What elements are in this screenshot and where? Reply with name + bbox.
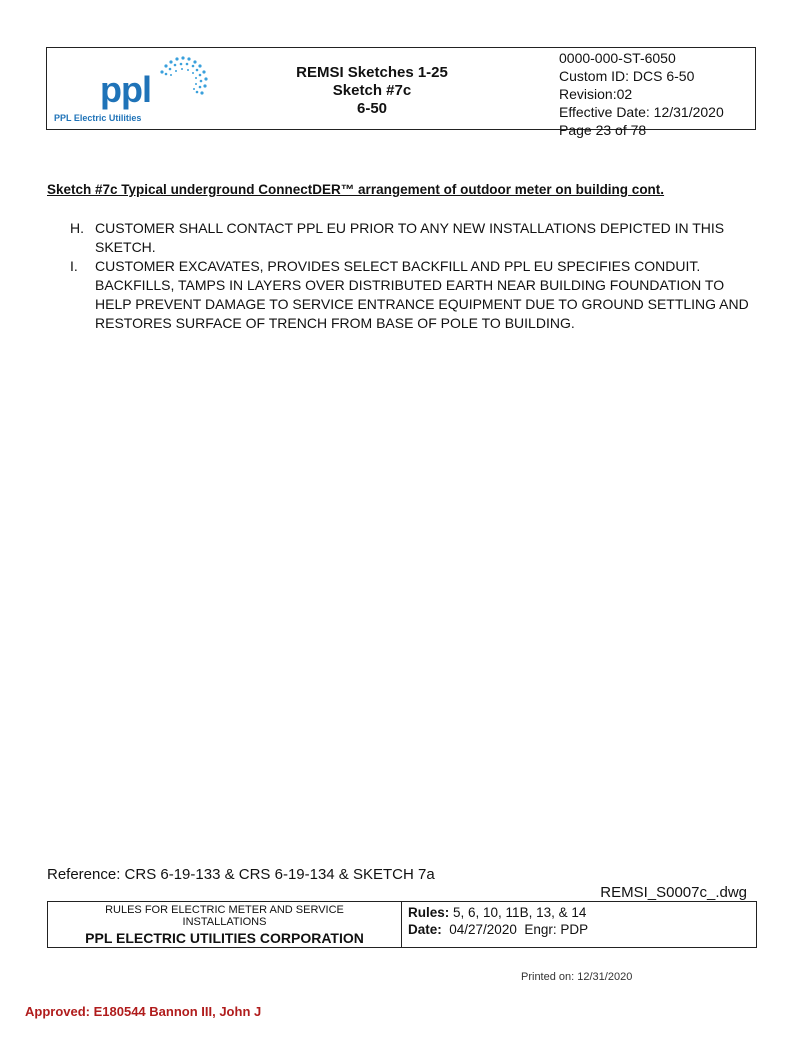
printed-on: Printed on: 12/31/2020	[521, 971, 633, 983]
date-value: 04/27/2020 Engr: PDP	[441, 922, 589, 937]
title-line: Sketch #7c	[332, 82, 412, 99]
notes-list	[70, 219, 760, 333]
footer-corporation: PPL ELECTRIC UTILITIES CORPORATION	[85, 930, 364, 946]
title-line: 6-50	[356, 100, 388, 117]
note-text: CUSTOMER SHALL CONTACT PPL EU PRIOR TO ANY NEW INSTALLATIONS DEPICTED IN THIS SKETCH.	[95, 220, 725, 255]
document-meta	[559, 49, 724, 139]
footer-date	[408, 921, 588, 938]
custom-id: Custom ID: DCS 6-50	[559, 68, 695, 84]
approval-stamp: Approved: E180544 Bannon III, John J	[25, 1004, 262, 1019]
effective-date: Effective Date: 12/31/2020	[559, 104, 724, 120]
footer-rules-title	[48, 902, 402, 947]
logo-subtitle: PPL Electric Utilities	[54, 113, 142, 123]
date-label: Date:	[408, 922, 442, 937]
footer-title-line: INSTALLATIONS	[182, 916, 267, 928]
page-number: Page 23 of 78	[559, 122, 647, 138]
note-item	[70, 257, 760, 333]
note-letter: H.	[70, 220, 84, 236]
rules-value: 5, 6, 10, 11B, 13, & 14	[449, 905, 587, 920]
ppl-logo	[47, 48, 237, 129]
section-heading: Sketch #7c Typical underground ConnectDER™ arrangement of outdoor meter on building cont.	[47, 182, 665, 197]
rules-label: Rules:	[408, 905, 450, 920]
drawing-filename: REMSI_S0007c_.dwg	[600, 884, 747, 901]
document-header	[46, 47, 756, 138]
footer-rules-info	[408, 904, 588, 938]
title-line: REMSI Sketches 1-25	[296, 64, 448, 81]
revision: Revision:02	[559, 86, 633, 102]
logo-wordmark: ppl	[100, 69, 151, 110]
document-title	[247, 64, 497, 118]
note-text: CUSTOMER EXCAVATES, PROVIDES SELECT BACKFILL AND PPL EU SPECIFIES CONDUIT. BACKFILLS, TAMPS IN LAYERS OVER DISTRIBUTED EARTH NEAR BUILDING FOUNDATION TO HELP PREVENT DAMAGE TO SERVICE ENTRANCE EQUIPMENT DUE TO GROUND SETTLING AND RESTORES SURFACE OF TRENCH FROM BASE OF POLE TO BUILDING.	[95, 258, 749, 331]
document-footer	[47, 901, 757, 948]
reference-line: Reference: CRS 6-19-133 & CRS 6-19-134 & SKETCH 7a	[47, 866, 435, 883]
footer-title-line: RULES FOR ELECTRIC METER AND SERVICE	[105, 904, 344, 916]
footer-rules	[408, 904, 588, 921]
sunburst-icon	[152, 54, 216, 106]
note-letter: I.	[70, 258, 78, 274]
document-number: 0000-000-ST-6050	[559, 50, 676, 66]
note-item	[70, 219, 760, 257]
